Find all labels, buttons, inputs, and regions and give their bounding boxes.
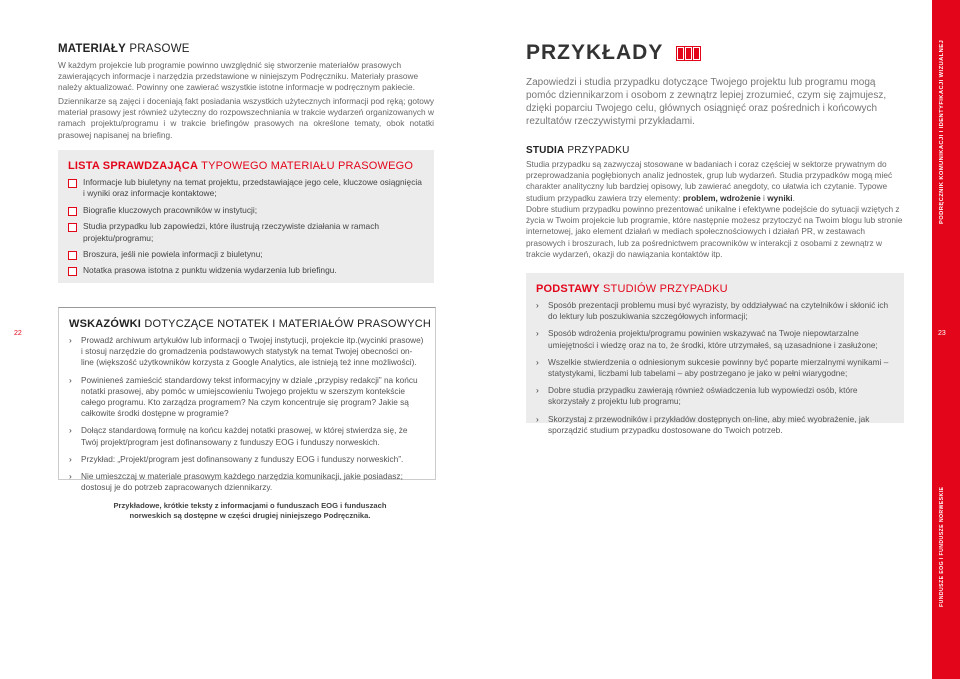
materials-title: MATERIAŁY PRASOWE [58, 43, 190, 55]
checkbox-icon[interactable] [68, 267, 77, 276]
tips-box [58, 307, 436, 493]
basics-title: PODSTAWY STUDIÓW PRZYPADKU [536, 283, 728, 295]
basics-box [526, 273, 904, 435]
sidebar-top-text: PODRĘCZNIK KOMUNIKACJI I IDENTYFIKACJI WIZUALNEJ [939, 39, 945, 224]
chevron-right-icon: › [69, 425, 72, 436]
examples-intro: Zapowiedzi i studia przypadku dotyczące Twojego projektu lub programu mogą pomóc dziennikarzom i osobom z zewnątrz lepiej zrozumieć, czym się zajmujesz, dzięki poparciu Twojego celu, głównych osiągnięć oraz pośrednich i końcowych rezultatów rzeczywistymi przykładami. [526, 77, 887, 127]
checkbox-icon[interactable] [68, 207, 77, 216]
list-item: › Sposób wdrożenia projektu/programu powinien wskazywać na Twoje niepowtarzalne umiejętności i wiedzę oraz na to, że środki, które utrzymałeś, są uzasadnione i zasłużone; [536, 328, 878, 350]
list-item: › Wszelkie stwierdzenia o odniesionym sukcesie powinny być poparte mierzalnymi wynikami – statystykami, liczbami lub tabelami – aby postrzegano je jako w pełni wiarygodne; [536, 356, 889, 379]
checkbox-icon[interactable] [68, 251, 77, 260]
chevron-right-icon: › [536, 385, 539, 396]
list-item: › Prowadź archiwum artykułów lub informacji o Twojej instytucji, projekcie itp.(wycinki prasowe) i stosuj narzędzie do gromadzenia podstawowych statystyk na temat Twojej obecności on-line (większość użytkowników korzysta z Google Analytics, ale istnieją też inne możliwości). [69, 335, 424, 368]
list-item: › Skorzystaj z przewodników i przykładów dostępnych on-line, aby mieć wyobrażenie, jak sporządzić studium przypadku dostosowane do Twoich potrzeb. [536, 413, 870, 435]
chevron-right-icon: › [536, 328, 539, 339]
checklist-item[interactable]: Studia przypadku lub zapowiedzi, które ilustrują rzeczywiste działania w ramach projektu/programu; [68, 221, 426, 244]
checklist-box [58, 150, 434, 283]
chevron-right-icon: › [69, 471, 72, 482]
list-item: › Przykład: „Projekt/program jest dofinansowany z funduszy EOG i funduszy norweskich”. [69, 453, 404, 464]
chevron-right-icon: › [536, 413, 539, 424]
studies-title: STUDIA PRZYPADKU [526, 145, 630, 156]
document-stack-icon [677, 47, 700, 60]
checkbox-icon[interactable] [68, 179, 77, 188]
chevron-right-icon: › [69, 453, 72, 464]
checklist-title: LISTA SPRAWDZAJĄCA TYPOWEGO MATERIAŁU PRASOWEGO [68, 160, 414, 172]
page-number-left: 22 [14, 330, 22, 337]
list-item: › Sposób prezentacji problemu musi być wyrazisty, by oddziaływać na czytelników i skłonić ich do lektury lub poszukiwania szczegółowych informacji; [536, 300, 889, 322]
materials-body: Dziennikarze są zajęci i doceniają fakt posiadania wszystkich użytecznych informacji pod ręką; gotowy materiał prasowy jest również użyteczny do rozpowszechniania w trakcie wydarzeń organizowanych w ramach projektu/programu i w trakcie briefingów prasowych na określone tematy, obok notatki prasowej napisanej na briefing. [58, 96, 434, 140]
basics-list [536, 300, 896, 442]
list-item: › Dołącz standardową formułę na końcu każdej notatki prasowej, w której stwierdza się, że Twój projekt/program jest dofinansowany z funduszy EOG i funduszy norweskich. [69, 425, 408, 447]
tips-title: WSKAZÓWKI DOTYCZĄCE NOTATEK I MATERIAŁÓW PRASOWYCH [69, 318, 432, 330]
checkbox-icon[interactable] [68, 223, 77, 232]
caption: Przykładowe, krótkie teksty z informacjami o funduszach EOG i funduszach norweskich są dostępne w części drugiej niniejszego Podręcznika. [113, 501, 387, 520]
chevron-right-icon: › [536, 300, 539, 310]
studies-p2: Dobre studium przypadku powinno prezentować unikalne i efektywne podejście do sytuacji wziętych z życia w Twoim projekcie lub programie, które następnie możesz przytoczyć na Twoim blogu lub stronie internetowej, jako element działań w mediach społecznościowych i działań PR, w zestawach prasowych i broszurach, lub za pośrednictwem pracowników w interakcji z osobami z zewnątrz w trakcie wydarzeń, okazji do nawiązania kontaktów itp. [526, 204, 903, 259]
checklist-item[interactable]: Broszura, jeśli nie powiela informacji z biuletynu; [68, 249, 426, 260]
examples-heading: PRZYKŁADY [526, 41, 700, 65]
chevron-right-icon: › [69, 374, 72, 385]
page-number-right: 23 [938, 330, 946, 337]
materials-intro: W każdym projekcie lub programie powinno uwzględnić się stworzenie materiałów prasowych zawierających informacje i narzędzia przedstawione w niniejszym Podręczniku. Materiały prasowe należy aktualizować. Powinny one zawierać wszystkie istotne informacje w podręcznym pakiecie. [58, 60, 419, 93]
sidebar-strip [932, 0, 960, 679]
chevron-right-icon: › [536, 356, 539, 367]
checklist-items [68, 177, 426, 282]
studies-p1: Studia przypadku są zazwyczaj stosowane w badaniach i coraz częściej w sektorze prywatnym do przeprowadzania pogłębionych analiz jednostek, grup lub wydarzeń. Studia przypadków mogą mieć charakter analityczny lub bardziej opisowy, lub zawierać anegdoty, co ułatwia ich czytanie. Typowe studium przypadku zawiera trzy elementy: problem, wdrożenie i wyniki. [526, 159, 893, 203]
chevron-right-icon: › [69, 335, 72, 345]
checklist-item[interactable]: Biografie kluczowych pracowników w instytucji; [68, 205, 426, 216]
checklist-item[interactable]: Notatka prasowa istotna z punktu widzenia wydarzenia lub briefingu. [68, 265, 426, 276]
list-item: › Nie umieszczaj w materiale prasowym każdego narzędzia komunikacji, jakie posiadasz; dostosuj je do potrzeb zapracowanych dziennikarzy. [69, 471, 403, 493]
checklist-item[interactable]: Informacje lub biuletyny na temat projektu, przedstawiające jego cele, kluczowe osiągnięcia i wyniki oraz informacje kontaktowe; [68, 177, 426, 200]
tips-list [69, 335, 425, 499]
sidebar-bottom-text: FUNDUSZE EOG I FUNDUSZE NORWESKIE [939, 486, 945, 607]
list-item: › Powinieneś zamieścić standardowy tekst informacyjny w dziale „przypisy redakcji” na końcu notatki prasowej, aby pomóc w umiejscowieniu Twojego projektu w szerszym kontekście całego programu. Kto zarządza programem? Na czym koncentruje się program? Jakie są całkowite środki dostępne w programie? [69, 374, 418, 419]
list-item: › Dobre studia przypadku zawierają również oświadczenia lub wypowiedzi osób, które skorzystały z projektu lub programu; [536, 385, 858, 407]
